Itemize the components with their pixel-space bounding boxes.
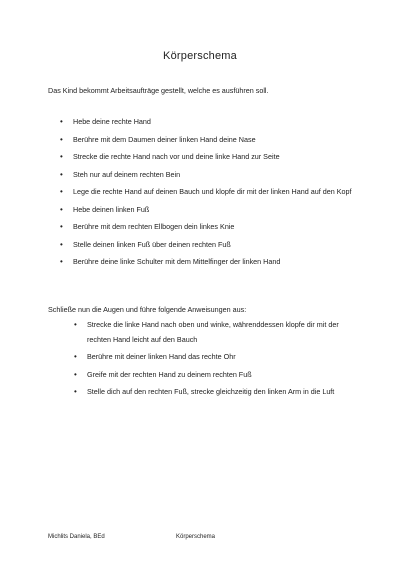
eyes-closed-intro: Schließe nun die Augen und führe folgende Anweisungen aus:	[48, 305, 247, 314]
task-text: Berühre mit deiner linken Hand das rechte Ohr	[87, 352, 236, 361]
task-text: Hebe deine rechte Hand	[73, 117, 151, 126]
task-text: Stelle dich auf den rechten Fuß, strecke gleichzeitig den linken Arm in die Luft	[87, 387, 335, 396]
list-item	[60, 238, 360, 253]
intro-text: Das Kind bekommt Arbeitsaufträge gestellt, welche es ausführen soll.	[48, 86, 269, 95]
task-text: Lege die rechte Hand auf deinen Bauch und klopfe dir mit der linken Hand auf den Kopf	[73, 187, 352, 196]
bullet-icon: •	[74, 369, 77, 379]
task-text: Hebe deinen linken Fuß	[73, 204, 150, 214]
task-text: Berühre mit dem rechten Ellbogen dein linkes Knie	[73, 222, 235, 231]
list-item	[60, 150, 360, 165]
list-item	[74, 385, 364, 400]
bullet-icon: •	[74, 387, 77, 396]
bullet-icon: •	[60, 204, 63, 214]
footer-doc-name: Körperschema	[176, 534, 216, 540]
bullet-icon: •	[74, 320, 77, 329]
bullet-icon: •	[60, 222, 63, 231]
task-text: Berühre mit dem Daumen deiner linken Hand deine Nase	[73, 134, 256, 144]
list-item	[74, 318, 364, 347]
task-list	[60, 115, 360, 273]
bullet-icon: •	[60, 257, 63, 266]
task-text: Stelle deinen linken Fuß über deinen rechten Fuß	[73, 239, 231, 249]
bullet-icon: •	[60, 117, 63, 126]
task-text: Strecke die rechte Hand nach vor und deine linke Hand zur Seite	[73, 152, 280, 161]
bullet-icon: •	[60, 239, 63, 249]
footer-author: Michlits Daniela, BEd	[48, 534, 105, 540]
list-item	[74, 368, 364, 383]
task-text: Steh nur auf deinem rechten Bein	[73, 169, 181, 179]
list-item	[60, 255, 360, 270]
list-item	[60, 115, 360, 130]
list-item	[60, 133, 360, 148]
task-text: Berühre deine linke Schulter mit dem Mittelfinger der linken Hand	[73, 257, 281, 266]
bullet-icon: •	[60, 187, 63, 196]
list-item	[74, 350, 364, 365]
bullet-icon: •	[74, 352, 77, 361]
bullet-icon: •	[60, 134, 63, 144]
task-text: Greife mit der rechten Hand zu deinem rechten Fuß	[87, 369, 252, 379]
page-title: Körperschema	[163, 50, 237, 62]
eyes-closed-task-list	[74, 318, 364, 403]
list-item	[60, 185, 360, 200]
bullet-icon: •	[60, 169, 63, 179]
bullet-icon: •	[60, 152, 63, 161]
task-text: Strecke die linke Hand nach oben und winke, währenddessen klopfe dir mit der rechten Hand leicht auf den Bauch	[87, 320, 339, 344]
list-item	[60, 203, 360, 218]
list-item	[60, 168, 360, 183]
list-item	[60, 220, 360, 235]
